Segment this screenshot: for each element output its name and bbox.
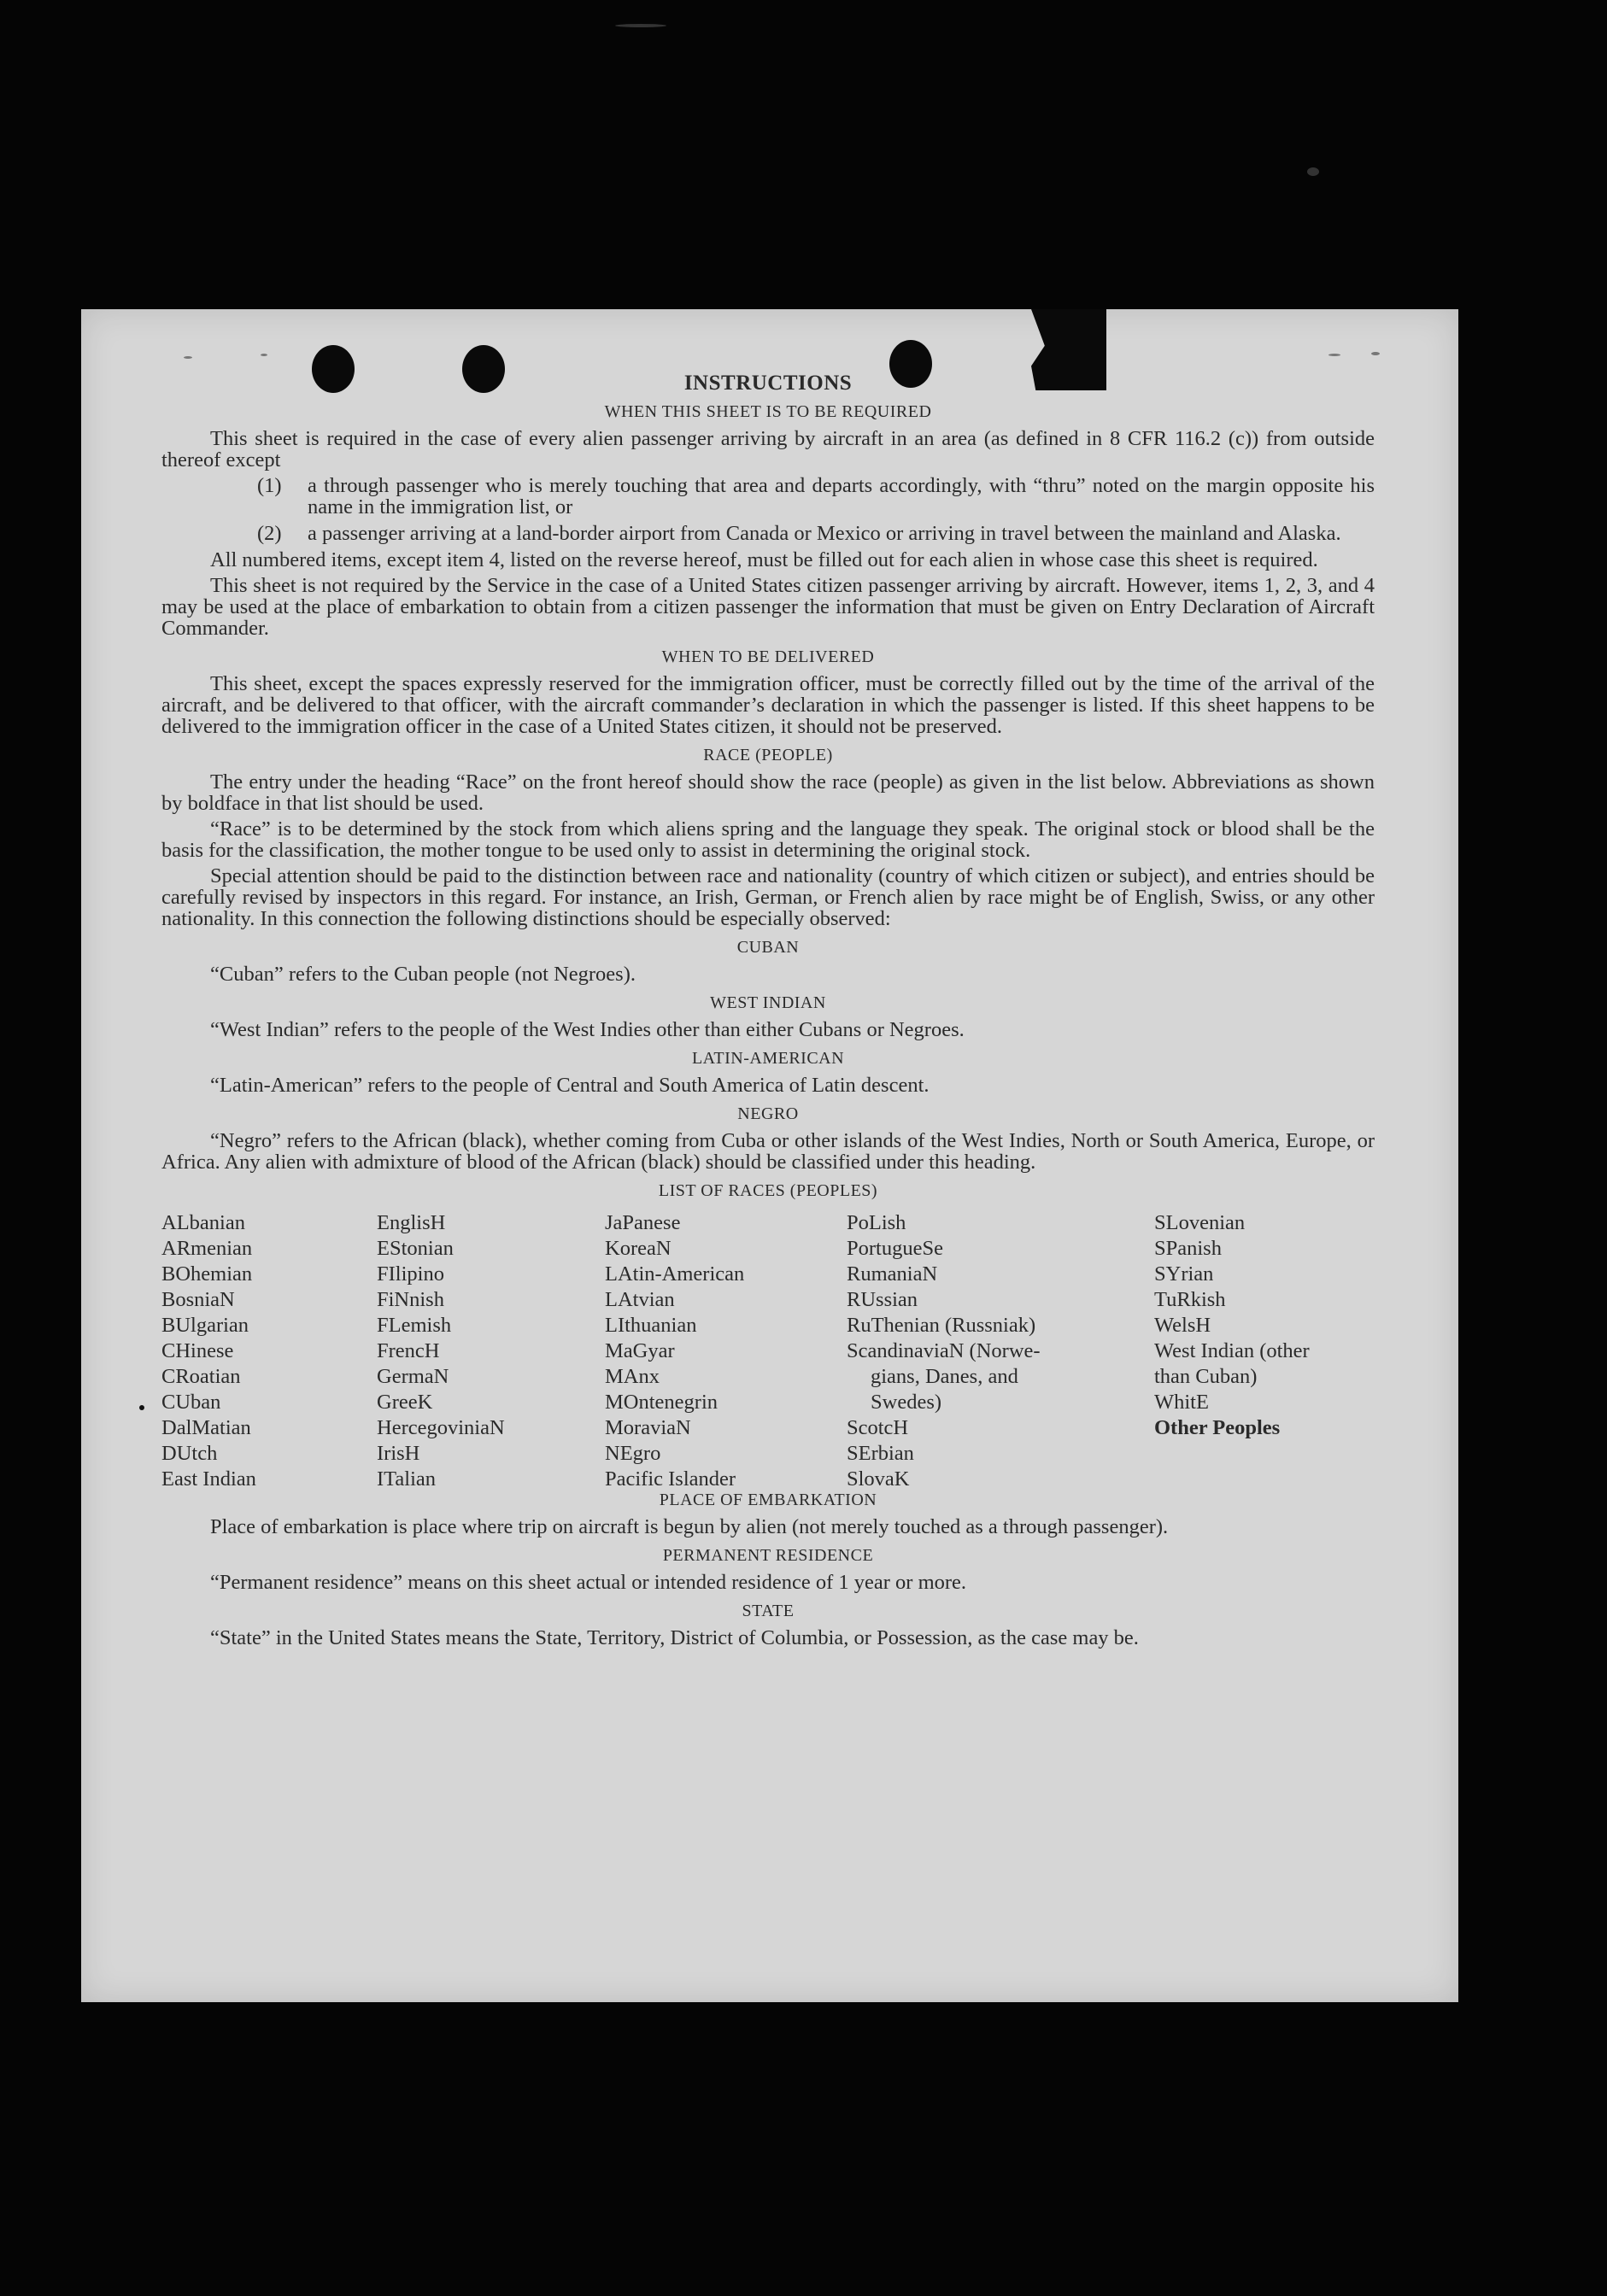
race-item: MaGyar	[605, 1339, 675, 1362]
list-item	[161, 475, 1375, 518]
race-item: MOntenegrin	[605, 1391, 718, 1414]
margin-dot	[139, 1405, 144, 1410]
list-item-text: a passenger arriving at a land-border airport from Canada or Mexico or arriving in travel between the mainland and Alaska.	[308, 522, 1341, 545]
race-item: LIthuanian	[605, 1314, 697, 1337]
race-item: BosniaN	[161, 1288, 235, 1311]
race-item: HercegoviniaN	[377, 1416, 505, 1439]
section-heading: WEST INDIAN	[710, 993, 826, 1012]
speck	[1371, 352, 1380, 355]
race-column-3	[605, 1210, 744, 1492]
paragraph: All numbered items, except item 4, listed on the reverse hereof, must be filled out for each alien in whose case this sheet is required.	[210, 548, 1318, 571]
race-item: RUssian	[847, 1288, 918, 1311]
instructions-content	[161, 372, 1375, 1653]
section-heading: CUBAN	[736, 938, 800, 957]
race-item: WelsH	[1154, 1314, 1211, 1337]
race-item: FiNnish	[377, 1288, 444, 1311]
list-number: (2)	[257, 522, 282, 545]
section-heading: WHEN THIS SHEET IS TO BE REQUIRED	[604, 402, 932, 421]
speck	[1328, 354, 1340, 356]
race-item: EnglisH	[377, 1211, 446, 1234]
race-item: RuThenian (Russniak)	[847, 1314, 1036, 1337]
race-item: DalMatian	[161, 1416, 251, 1439]
section-heading: NEGRO	[737, 1104, 799, 1123]
paragraph: “State” in the United States means the State, Territory, District of Columbia, or Possession, as the case may be.	[210, 1626, 1139, 1649]
race-item: East Indian	[161, 1467, 256, 1491]
paragraph: The entry under the heading “Race” on the front hereof should show the race (people) as given in the list below. Abbreviations as shown by boldface in that list should be used.	[161, 770, 1375, 815]
race-column-1	[161, 1210, 256, 1492]
race-item: DUtch	[161, 1442, 218, 1465]
race-item-continued: than Cuban)	[1154, 1365, 1258, 1388]
race-item: MAnx	[605, 1365, 660, 1388]
section-heading: RACE (PEOPLE)	[703, 746, 833, 764]
list-item-text: a through passenger who is merely touching that area and departs accordingly, with “thru” noted on the margin opposite his name in the immigration list, or	[308, 474, 1375, 518]
document-sheet	[81, 309, 1458, 2002]
race-item: GreeK	[377, 1391, 433, 1414]
section-heading: STATE	[742, 1602, 795, 1620]
list-number: (1)	[257, 474, 282, 497]
race-item: MoraviaN	[605, 1416, 691, 1439]
race-item: SYrian	[1154, 1262, 1214, 1286]
race-item: FIlipino	[377, 1262, 444, 1286]
paragraph: Special attention should be paid to the distinction between race and nationality (country of which citizen or subject), and entries should be carefully revised by inspectors in this regard. For instance, an Irish, German, or French alien by race might be of English, Swiss, or any other nationality. In this connection the following distinctions should be especially observed:	[161, 864, 1375, 930]
paragraph: This sheet is not required by the Service in the case of a United States citizen passenger arriving by aircraft. However, items 1, 2, 3, and 4 may be used at the place of embarkation to obtain from a citizen passenger the information that must be given on Entry Declaration of Aircraft Commander.	[161, 574, 1375, 640]
race-item: WhitE	[1154, 1391, 1209, 1414]
race-item: SlovaK	[847, 1467, 910, 1491]
paragraph: “Cuban” refers to the Cuban people (not Negroes).	[210, 963, 636, 986]
speck	[1307, 167, 1319, 176]
race-item: ITalian	[377, 1467, 437, 1491]
race-column-4	[847, 1210, 1096, 1492]
race-item: ScandinaviaN (Norwe-	[847, 1339, 1041, 1362]
section-heading: LATIN-AMERICAN	[691, 1049, 845, 1068]
paragraph: “West Indian” refers to the people of the West Indies other than either Cubans or Negroes.	[210, 1018, 965, 1041]
paragraph: “Latin-American” refers to the people of Central and South America of Latin descent.	[210, 1074, 930, 1097]
race-item: PoLish	[847, 1211, 906, 1234]
race-item: LAtin-American	[605, 1262, 745, 1286]
section-heading: WHEN TO BE DELIVERED	[661, 647, 875, 666]
section-heading: PLACE OF EMBARKATION	[659, 1491, 877, 1509]
race-item: TuRkish	[1154, 1288, 1226, 1311]
race-item: CHinese	[161, 1339, 234, 1362]
race-item: IrisH	[377, 1442, 420, 1465]
list-item	[161, 523, 1375, 544]
page-title: INSTRUCTIONS	[683, 372, 853, 395]
race-item: KoreaN	[605, 1237, 672, 1260]
race-item-continued: gians, Danes, and	[871, 1365, 1018, 1388]
race-column-5	[1154, 1210, 1378, 1441]
race-item-continued: Swedes)	[871, 1391, 942, 1414]
paragraph: “Race” is to be determined by the stock from which aliens spring and the language they speak. The original stock or blood shall be the basis for the classification, the mother tongue to be used only to assist in determining the original stock.	[161, 817, 1375, 862]
race-item: EStonian	[377, 1237, 454, 1260]
paragraph: This sheet is required in the case of every alien passenger arriving by aircraft in an area (as defined in 8 CFR 116.2 (c)) from outside thereof except	[161, 427, 1375, 472]
race-item: ALbanian	[161, 1211, 245, 1234]
race-item: GermaN	[377, 1365, 449, 1388]
race-item: PortugueSe	[847, 1237, 943, 1260]
paragraph: “Negro” refers to the African (black), whether coming from Cuba or other islands of the West Indies, North or South America, Europe, or Africa. Any alien with admixture of blood of the African (black) should be classified under this heading.	[161, 1129, 1375, 1174]
race-item: CUban	[161, 1391, 221, 1414]
race-item: West Indian (other	[1154, 1339, 1310, 1362]
race-item: ARmenian	[161, 1237, 253, 1260]
race-item: BUlgarian	[161, 1314, 249, 1337]
race-item: BOhemian	[161, 1262, 253, 1286]
race-item: ScotcH	[847, 1416, 909, 1439]
race-item: FrencH	[377, 1339, 440, 1362]
race-item: LAtvian	[605, 1288, 675, 1311]
paragraph: This sheet, except the spaces expressly reserved for the immigration officer, must be correctly filled out by the time of the arrival of the aircraft, and be delivered to that officer, with the aircraft commander’s declaration in which the passenger is listed. If this sheet happens to be delivered to the immigration officer in the case of a United States citizen, it should not be preserved.	[161, 672, 1375, 738]
race-item: RumaniaN	[847, 1262, 938, 1286]
race-item: Other Peoples	[1154, 1416, 1281, 1439]
race-item: SPanish	[1154, 1237, 1222, 1260]
race-item: FLemish	[377, 1314, 452, 1337]
race-item: NEgro	[605, 1442, 661, 1465]
paragraph: “Permanent residence” means on this sheet actual or intended residence of 1 year or more.	[210, 1571, 967, 1594]
race-item: Pacific Islander	[605, 1467, 736, 1491]
race-column-2	[377, 1210, 505, 1492]
race-item: SLovenian	[1154, 1211, 1246, 1234]
speck	[615, 24, 666, 27]
race-item: CRoatian	[161, 1365, 241, 1388]
paragraph: Place of embarkation is place where trip on aircraft is begun by alien (not merely touched as a through passenger).	[210, 1515, 1169, 1538]
speck	[261, 354, 267, 356]
race-list	[161, 1210, 1375, 1491]
race-item: JaPanese	[605, 1211, 681, 1234]
section-heading: PERMANENT RESIDENCE	[662, 1546, 874, 1565]
section-heading: LIST OF RACES (PEOPLES)	[658, 1181, 878, 1200]
race-item: SErbian	[847, 1442, 914, 1465]
speck	[184, 356, 192, 359]
